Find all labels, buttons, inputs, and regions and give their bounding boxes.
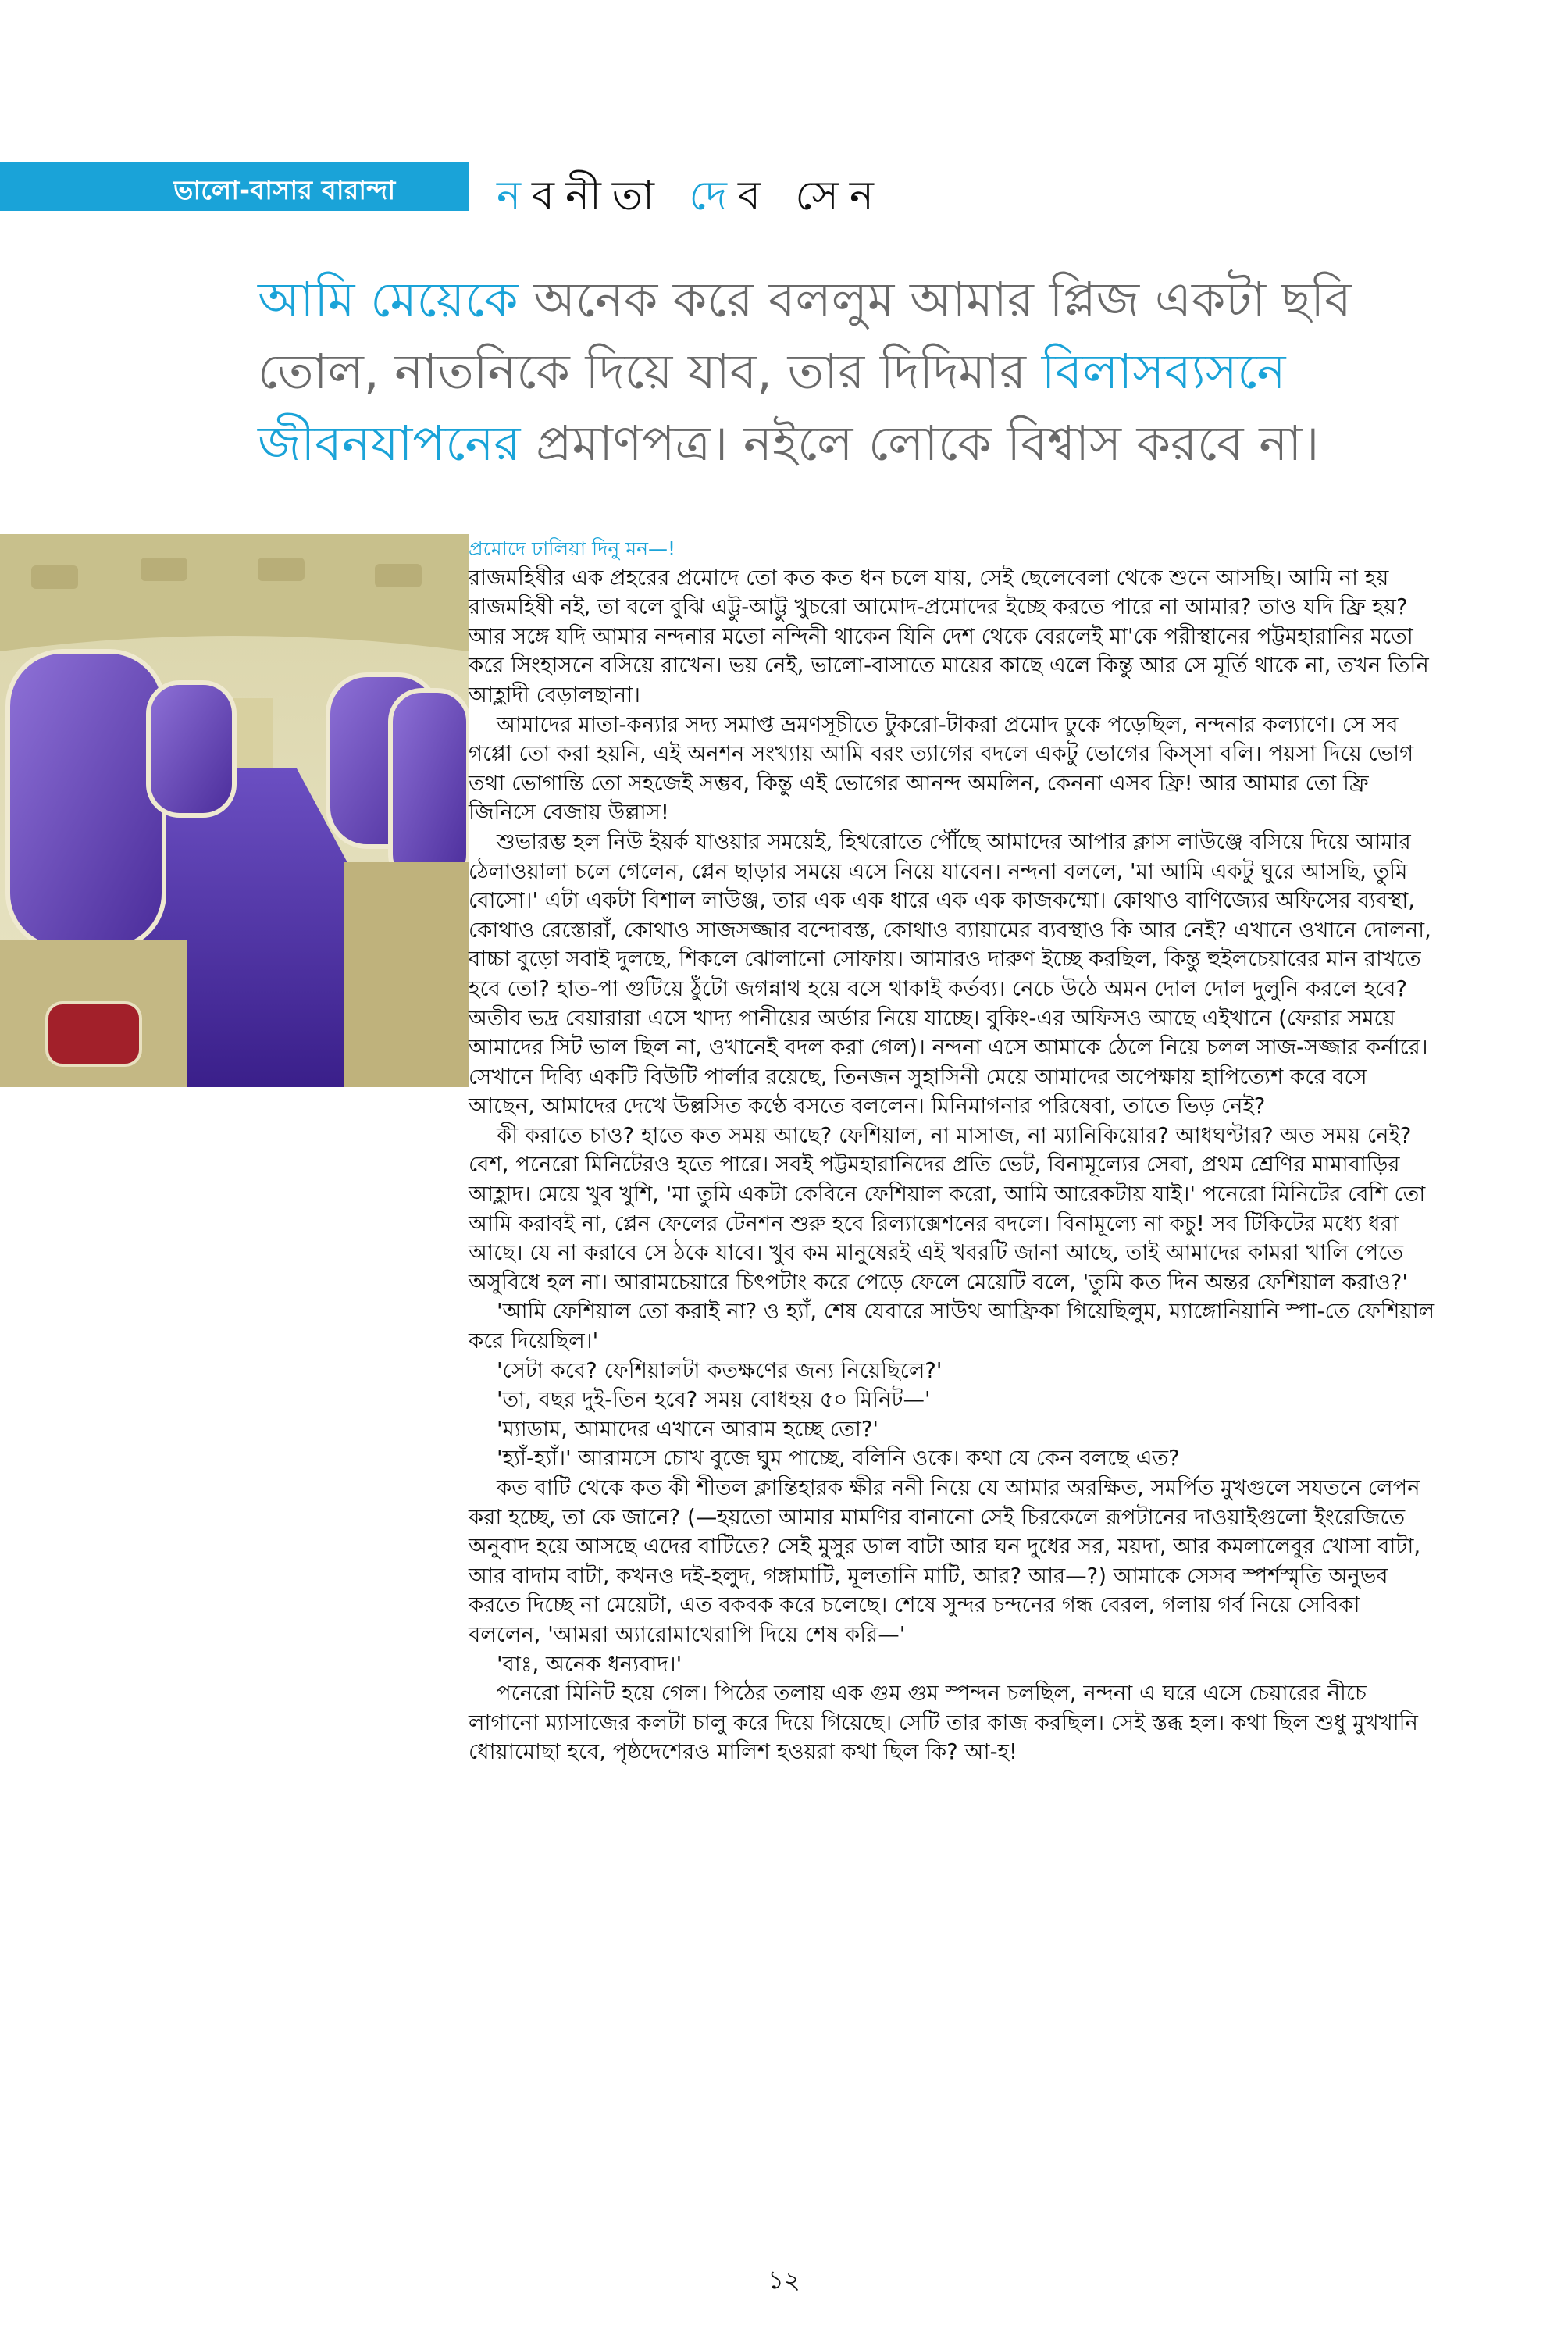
paragraph: 'সেটা কবে? ফেশিয়ালটা কতক্ষণের জন্য নিয়েছিলে?' [497, 1357, 943, 1383]
paragraph: 'হ্যাঁ-হ্যাঁ।' আরামসে চোখ বুজে ঘুম পাচ্ছে, বলিনি ওকে। কথা যে কেন বলছে এত? [497, 1446, 1180, 1471]
cabin-photo [0, 534, 469, 1087]
author-last-initial: দে [689, 173, 738, 219]
pull-quote-highlight-2: বিলাসব্যসনে জীবনযাপনের [258, 343, 1286, 472]
paragraph: 'আমি ফেশিয়াল তো করাই না? ও হ্যাঁ, শেষ যেবারে সাউথ আফ্রিকা গিয়েছিলুম, ম্যাঙ্গোনিয়ানি স্পা-তে ফেশিয়াল করে দিয়েছিল।' [469, 1299, 1435, 1354]
author-first-rest: বনীতা [532, 173, 665, 219]
article-subhead: প্রমোদে ঢালিয়া দিনু মন—! [469, 537, 676, 560]
paragraph: কত বাটি থেকে কত কী শীতল ক্লান্তিহারক ক্ষীর ননী নিয়ে যে আমার অরক্ষিত, সমর্পিত মুখগুলে সযতনে লেপন করা হচ্ছে, তা কে জানে? (—হয়তো আমার মামণির বানানো সেই চিরকেলে রূপটানের দাওয়াইগুলো ইংরেজিতে অনুবাদ হয়ে আসছে এদের বাটিতে? সেই মুসুর ডাল বাটা আর ঘন দুধের সর, ময়দা, আর কমলালেবুর খোসা বাটা, আর বাদাম বাটা, কখনও দই-হলুদ, গঙ্গামাটি, মূলতানি মাটি, আর? আর—?) আমাকে সেসব স্পর্শস্মৃতি অনুভব করতে দিচ্ছে না মেয়েটা, এত বকবক করে চলেছে। শেষে সুন্দর চন্দনের গন্ধ বেরল, গলায় গর্ব নিয়ে সেবিকা বললেন, 'আমরা অ্যারোমাথেরাপি দিয়ে শেষ করি—' [469, 1475, 1421, 1647]
author-name [497, 164, 885, 232]
page-number: ১২ [768, 2265, 800, 2295]
paragraph: শুভারম্ভ হল নিউ ইয়র্ক যাওয়ার সময়েই, হিথরোতে পৌঁছে আমাদের আপার ক্লাস লাউঞ্জে বসিয়ে দিয়ে আমার ঠেলাওয়ালা চলে গেলেন, প্লেন ছাড়ার সময়ে এসে নিয়ে যাবেন। নন্দনা বললে, 'মা আমি একটু ঘুরে আসছি, তুমি বোসো।' এটা একটা বিশাল লাউঞ্জ, তার এক এক ধারে এক এক কাজকম্মো। কোথাও বাণিজ্যের অফিসের ব্যবস্থা, কোথাও রেস্তোরাঁ, কোথাও সাজসজ্জার বন্দোবস্ত, কোথাও ব্যায়ামের ব্যবস্থাও কি আর নেই? এখানে ওখানে দোলনা, বাচ্চা বুড়ো সবাই দুলছে, শিকলে ঝোলানো সোফায়। আমারও দারুণ ইচ্ছে করছিল, কিন্তু হুইলচেয়ারের মান রাখতে হবে তো? হাত-পা গুটিয়ে ঠুঁটো জগন্নাথ হয়ে বসে থাকাই কর্তব্য। নেচে উঠে অমন দোল দোল দুলুনি করলে হবে? অতীব ভদ্র বেয়ারারা এসে খাদ্য পানীয়ের অর্ডার নিয়ে যাচ্ছে। বুকিং-এর অফিসও আছে এইখানে (ফেরার সময়ে আমাদের সিট ভাল ছিল না, ওখানেই বদল করা গেল)। নন্দনা এসে আমাকে ঠেলে নিয়ে চলল সাজ-সজ্জার কর্নারে। সেখানে দিব্যি একটি বিউটি পার্লার রয়েছে, তিনজন সুহাসিনী মেয়ে আমাদের অপেক্ষায় হাপিত্যেশ করে বসে আছেন, আমাদের দেখে উল্লসিত কণ্ঠে বসতে বললেন। মিনিমাগনার পরিষেবা, তাতে ভিড় নেই? [469, 829, 1431, 1119]
paragraph: কী করাতে চাও? হাতে কত সময় আছে? ফেশিয়াল, না মাসাজ, না ম্যানিকিয়োর? আধঘণ্টার? অত সময় নেই? বেশ, পনেরো মিনিটেরও হতে পারে। সবই পট্টমহারানিদের প্রতি ভেট, বিনামূল্যের সেবা, প্রথম শ্রেণির মামাবাড়ির আহ্লাদ। মেয়ে খুব খুশি, 'মা তুমি একটা কেবিনে ফেশিয়াল করো, আমি আরেকটায় যাই।' পনেরো মিনিটের বেশি তো আমি করাবই না, প্লেন ফেলের টেনশন শুরু হবে রিল্যাক্সেশনের বদলে। বিনামূল্যে না কচু! সব টিকিটের মধ্যে ধরা আছে। যে না করাবে সে ঠকে যাবে। খুব কম মানুষেরই এই খবরটি জানা আছে, তাই আমাদের কামরা খালি পেতে অসুবিধে হল না। আরামচেয়ারে চিৎপটাং করে পেড়ে ফেলে মেয়েটি বলে, 'তুমি কত দিন অন্তর ফেশিয়াল করাও?' [469, 1122, 1426, 1295]
pull-quote-text-1: অনেক করে বললুম আমার প্লিজ একটা ছবি তোল, নাতনিকে দিয়ে যাব, তার দিদিমার [258, 271, 1352, 400]
author-first-initial: ন [497, 173, 533, 219]
paragraph: রাজমহিষীর এক প্রহরের প্রমোদে তো কত কত ধন চলে যায়, সেই ছেলেবেলা থেকে শুনে আসছি। আমি না হয় রাজমহিষী নই, তা বলে বুঝি এট্টু-আট্টু খুচরো আমোদ-প্রমোদের ইচ্ছে করতে পারে না আমার? তাও যদি ফ্রি হয়? আর সঙ্গে যদি আমার নন্দনার মতো নন্দিনী থাকেন যিনি দেশ থেকে বেরলেই মা'কে পরীস্থানের পট্টমহারানির মতো করে সিংহাসনে বসিয়ে রাখেন। ভয় নেই, ভালো-বাসাতে মায়ের কাছে এলে কিন্তু আর সে মূর্তি থাকে না, তখন তিনি আহ্লাদী বেড়ালছানা। [469, 565, 1429, 708]
pull-quote-highlight-1: আমি মেয়েকে [258, 271, 519, 328]
pull-quote [258, 264, 1445, 480]
pull-quote-text-2: প্রমাণপত্র। নইলে লোকে বিশ্বাস করবে না। [520, 415, 1320, 472]
article-body [469, 534, 1438, 1767]
paragraph: 'তা, বছর দুই-তিন হবে? সময় বোধহয় ৫০ মিনিট—' [497, 1387, 931, 1413]
paragraph: 'বাঃ, অনেক ধন্যবাদ।' [497, 1651, 682, 1677]
paragraph: পনেরো মিনিট হয়ে গেল। পিঠের তলায় এক গুম গুম স্পন্দন চলছিল, নন্দনা এ ঘরে এসে চেয়ারের নীচে লাগানো ম্যাসাজের কলটা চালু করে দিয়ে গিয়েছে। সেটি তার কাজ করছিল। সেই স্তব্ধ হল। কথা ছিল শুধু মুখখানি ধোয়ামোছা হবে, পৃষ্ঠদেশেরও মালিশ হওয়রা কথা ছিল কি? আ-হ! [469, 1681, 1418, 1765]
author-last-rest: ব সেন [737, 173, 885, 219]
paragraph: 'ম্যাডাম, আমাদের এখানে আরাম হচ্ছে তো?' [497, 1416, 878, 1442]
paragraph: আমাদের মাতা-কন্যার সদ্য সমাপ্ত ভ্রমণসূচীতে টুকরো-টাকরা প্রমোদ ঢুকে পড়েছিল, নন্দনার কল্যাণে। সে সব গপ্পো তো করা হয়নি, এই অনশন সংখ্যায় আমি বরং ত্যাগের বদলে একটু ভোগের কিস্সা বলি। পয়সা দিয়ে ভোগ তথা ভোগান্তি তো সহজেই সম্ভব, কিন্তু এই ভোগের আনন্দ অমলিন, কেননা এসব ফ্রি! আর আমার তো ফ্রি জিনিসে বেজায় উল্লাস! [469, 711, 1414, 826]
column-name: ভালো-বাসার বারান্দা [173, 175, 396, 206]
